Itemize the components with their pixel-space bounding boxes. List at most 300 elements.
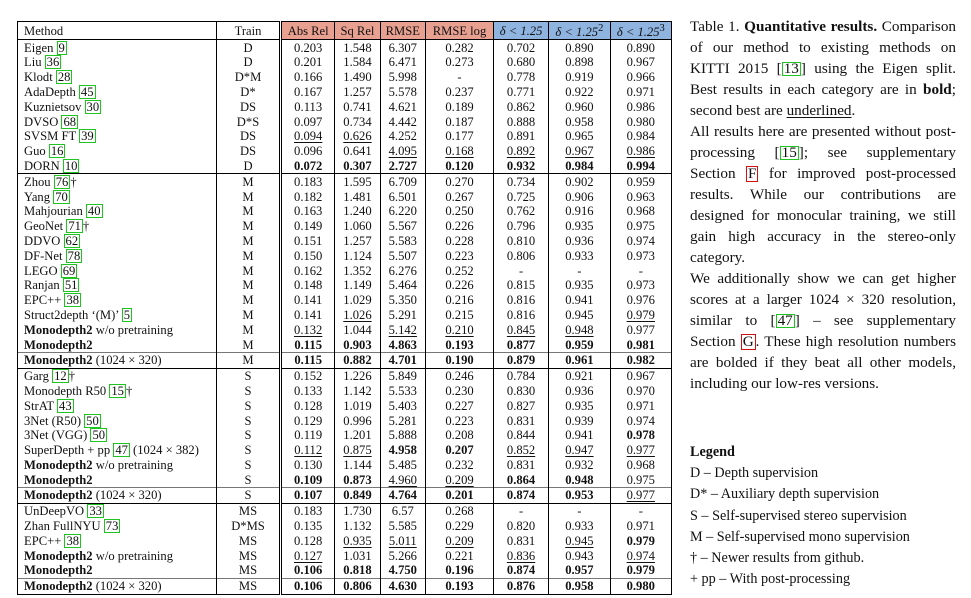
abs-rel-cell [281,308,335,323]
metric-value: 5.583 [388,233,417,248]
metric-value: 5.281 [388,413,417,428]
metric-value: 0.148 [294,278,323,293]
method-cell [18,413,217,428]
citation-link[interactable]: 38 [66,293,80,308]
delta-1-cell [493,578,548,594]
legend-item: + pp – With post-processing [690,571,851,588]
method-name: Klodt [24,70,53,85]
method-name: Yang [24,189,51,204]
metric-value: 0.187 [445,114,474,129]
citation-link[interactable]: 71 [68,219,81,234]
header-rmse: RMSE [380,22,426,40]
metric-value: 0.227 [445,398,474,413]
train-cell: S [217,443,281,458]
rmse-cell [380,204,426,219]
metric-value: 0.106 [294,563,323,578]
train-cell: DS [217,99,281,114]
rmse-log-cell [426,413,494,428]
metric-value: 5.507 [388,248,417,263]
abs-rel-cell [281,189,335,204]
header-delta-1 [493,22,548,40]
delta-2-cell [549,99,610,114]
train-cell: M [217,219,281,234]
metric-value: 0.906 [565,189,594,204]
citation-link[interactable]: 45 [80,84,94,99]
table-row [18,384,672,399]
delta-1-cell [493,129,548,144]
metric-value: 0.226 [445,278,474,293]
delta-2-cell [549,337,610,352]
delta-2-cell [549,55,610,70]
metric-value: - [577,263,582,278]
metric-value: 0.977 [626,322,655,337]
abs-rel-cell [281,99,335,114]
metric-value: 1.490 [343,70,372,85]
citation-link[interactable]: 50 [92,428,106,443]
train-cell: D*MS [217,519,281,534]
delta-2-cell [549,519,610,534]
metric-value: 5.266 [388,548,417,563]
method-name: Monodepth2 [24,563,93,578]
abs-rel-cell [281,204,335,219]
rmse-log-cell [426,308,494,323]
rmse-cell [380,398,426,413]
rmse-log-cell [426,55,494,70]
abs-rel-cell [281,129,335,144]
sq-rel-cell [335,129,380,144]
table-row [18,55,672,70]
delta-2-cell [549,263,610,278]
rmse-cell [380,458,426,473]
method-cell [18,548,217,563]
metric-value: 0.221 [445,548,474,563]
citation-link[interactable]: 50 [86,413,99,428]
citation-link[interactable]: 33 [89,504,102,519]
metric-value: 0.128 [294,533,323,548]
metric-value: 0.831 [506,457,536,472]
metric-value: 0.941 [565,428,594,443]
metric-value: 0.922 [565,84,594,99]
method-cell [18,248,217,263]
citation-link[interactable]: 62 [65,233,79,248]
caption-text: Comparison of our method to existing methods on KITTI 2015 [ [690,18,957,77]
citation-link[interactable]: 47 [777,312,793,329]
citation-link[interactable]: 16 [50,144,64,159]
rmse-log-cell [426,503,494,518]
rmse-cell [380,189,426,204]
method-cell [18,144,217,159]
metric-value: 4.621 [388,99,417,114]
header-delta-3 [610,22,671,40]
rmse-cell [380,159,426,174]
method-cell [18,533,217,548]
metric-value: 0.830 [506,383,536,398]
metric-value: 0.978 [626,428,655,443]
sq-rel-cell [335,368,380,383]
metric-value: 0.201 [294,55,323,70]
caption-paragraph-3 [690,268,956,394]
citation-link[interactable]: 13 [783,60,799,77]
delta-1-cell [493,488,548,504]
method-name: AdaDepth [24,84,76,99]
method-cell [18,398,217,413]
metric-value: 2.727 [388,158,417,173]
legend [690,442,960,590]
metric-value: 0.097 [294,114,323,129]
table-row [18,308,672,323]
delta-3-cell [610,234,671,249]
table-row [18,144,672,159]
method-cell [18,368,217,383]
metric-value: 0.890 [565,40,594,55]
citation-link[interactable]: 70 [55,189,68,204]
metric-value: 5.998 [388,70,417,85]
metric-value: 0.986 [626,99,655,114]
citation-link[interactable]: 73 [105,519,119,534]
abs-rel-cell [281,398,335,413]
citation-link[interactable]: 43 [59,398,72,413]
delta-2-cell [549,368,610,383]
method-cell [18,384,217,399]
method-variant: w/o pretraining [92,457,174,472]
caption-text: . [851,102,856,119]
table-row [18,40,672,55]
header-train: Train [217,22,281,40]
train-cell: S [217,428,281,443]
method-cell [18,458,217,473]
section-link[interactable]: G [742,333,754,350]
metric-value: 0.959 [626,174,655,189]
header-method: Method [18,22,217,40]
metric-value: 0.107 [294,488,323,503]
metric-value: 6.57 [391,504,414,519]
method-cell [18,159,217,174]
metric-value: 0.237 [445,84,474,99]
table-row [18,174,672,189]
metric-value: 0.270 [445,174,474,189]
method-variant: (1024 × 320) [92,488,162,503]
metric-value: 4.252 [388,129,417,144]
train-cell: MS [217,533,281,548]
metric-value: 0.975 [626,472,655,487]
method-cell [18,428,217,443]
delta-2-cell [549,204,610,219]
metric-value: 0.986 [626,144,655,159]
delta-3-cell [610,472,671,487]
sq-rel-cell [335,548,380,563]
delta-3-cell [610,322,671,337]
method-name: Struct2depth ‘(M)’ [24,307,119,322]
metric-value: 0.196 [445,563,474,578]
citation-link[interactable]: 36 [46,55,60,70]
metric-value: 6.501 [388,189,417,204]
delta-3-cell [610,428,671,443]
train-cell: D [217,40,281,55]
rmse-cell [380,40,426,55]
citation-link[interactable]: 40 [87,204,101,219]
delta-3-cell [610,503,671,518]
metric-value: - [577,504,582,519]
sq-rel-cell [335,458,380,473]
delta-3-cell [610,204,671,219]
metric-value: 0.936 [565,233,594,248]
method-name: GeoNet [24,219,64,234]
metric-value: 0.246 [445,369,474,384]
metric-value: 0.183 [294,174,323,189]
method-cell [18,578,217,594]
metric-value: 0.953 [565,488,594,503]
delta-1-cell [493,70,548,85]
rmse-log-cell [426,533,494,548]
metric-value: 0.680 [506,55,536,70]
train-cell: M [217,174,281,189]
metric-value: - [518,504,524,519]
rmse-log-cell [426,578,494,594]
rmse-cell [380,278,426,293]
metric-value: 0.941 [565,293,594,308]
delta-1-cell [493,503,548,518]
metric-value: 0.784 [506,369,536,384]
delta-3-cell [610,55,671,70]
sq-rel-cell [335,293,380,308]
delta-3-cell [610,384,671,399]
train-cell: MS [217,548,281,563]
method-name: Monodepth2 [24,472,93,487]
metric-value: 0.890 [626,40,655,55]
caption-text: for improved post-processed results. While our contributions are designed for monocular training, we still gain high accuracy in the stereo-only category. [690,165,956,266]
citation-link[interactable]: 15 [781,144,797,161]
section-link[interactable]: F [748,165,757,182]
table-row [18,413,672,428]
train-cell: M [217,234,281,249]
method-name: Zhou [24,174,51,189]
citation-link[interactable]: 12 [54,369,67,384]
method-name: Garg [24,369,49,384]
rmse-log-cell [426,368,494,383]
method-name: DORN [24,158,60,173]
sq-rel-cell [335,519,380,534]
train-cell: M [217,293,281,308]
sq-rel-cell [335,263,380,278]
metric-value: 5.142 [388,322,417,337]
rmse-cell [380,322,426,337]
citation-link[interactable]: 38 [66,533,80,548]
metric-value: 0.973 [626,248,655,263]
metric-value: 0.979 [626,307,655,322]
train-cell: DS [217,129,281,144]
metric-value: 5.585 [388,519,417,534]
metric-value: 5.567 [388,219,417,234]
citation-link[interactable]: 68 [63,114,77,129]
method-cell [18,85,217,100]
metric-value: 0.189 [445,99,474,114]
caption-text: ; second best are [690,81,956,119]
train-cell: M [217,308,281,323]
method-cell [18,40,217,55]
delta-1-cell [493,368,548,383]
metric-value: 0.844 [506,428,536,443]
citation-link[interactable]: 10 [64,158,78,173]
method-variant: w/o pretraining [92,548,174,563]
rmse-cell [380,503,426,518]
metric-value: 0.916 [565,204,594,219]
sq-rel-cell [335,85,380,100]
sq-rel-cell [335,219,380,234]
method-resolution: (1024 × 382) [129,443,199,458]
method-name: DDVO [24,233,61,248]
citation-link[interactable]: 69 [62,263,76,278]
sq-rel-cell [335,234,380,249]
metric-value: 5.464 [388,278,417,293]
delta-1-cell [493,458,548,473]
rmse-cell [380,263,426,278]
metric-value: 0.203 [294,40,323,55]
delta-3-cell [610,159,671,174]
train-cell: S [217,368,281,383]
metric-value: 0.182 [294,189,323,204]
citation-link[interactable]: 9 [58,40,65,55]
sq-rel-cell [335,443,380,458]
abs-rel-cell [281,443,335,458]
citation-link[interactable]: 76 [55,174,69,189]
metric-value: 0.815 [506,278,536,293]
train-cell: M [217,248,281,263]
metric-value: 5.350 [388,293,417,308]
metric-value: 0.208 [445,428,474,443]
table-row [18,533,672,548]
abs-rel-cell [281,548,335,563]
legend-title: Legend [690,444,735,460]
metric-value: 0.919 [565,70,594,85]
metric-value: 0.968 [626,204,655,219]
metric-value: 6.709 [388,174,417,189]
legend-item: D* – Auxiliary depth supervision [690,486,880,503]
sq-rel-cell [335,384,380,399]
delta-2-cell [549,428,610,443]
abs-rel-cell [281,368,335,383]
rmse-cell [380,428,426,443]
method-name: Monodepth2 [24,579,93,594]
sq-rel-cell [335,472,380,487]
metric-value: 0.282 [445,40,474,55]
abs-rel-cell [281,40,335,55]
metric-value: 0.888 [506,114,536,129]
metric-value: 0.935 [565,278,594,293]
metric-value: 5.578 [388,84,417,99]
citation-link[interactable]: 39 [81,129,94,144]
rmse-cell [380,548,426,563]
method-name: Liu [24,55,42,70]
citation-link[interactable]: 15 [111,383,124,398]
metric-value: 0.120 [445,158,474,173]
sq-rel-cell [335,578,380,594]
metric-value: 1.257 [343,84,372,99]
rmse-cell [380,488,426,504]
abs-rel-cell [281,248,335,263]
train-cell: S [217,413,281,428]
metric-value: 1.257 [343,233,372,248]
metric-value: 0.979 [626,563,655,578]
header-rmse-log: RMSE log [426,22,494,40]
method-cell [18,70,217,85]
method-cell [18,337,217,352]
metric-value: 0.734 [506,174,536,189]
citation-link[interactable]: 51 [64,278,78,293]
delta-1-cell [493,413,548,428]
metric-value: 0.967 [626,55,655,70]
delta-3-cell [610,278,671,293]
rmse-log-cell [426,40,494,55]
citation-link[interactable]: 28 [57,70,71,85]
abs-rel-cell [281,234,335,249]
metric-value: 1.149 [343,278,372,293]
table-row [18,278,672,293]
method-cell [18,278,217,293]
train-cell: S [217,472,281,487]
citation-link[interactable]: 78 [67,248,81,263]
train-cell: S [217,458,281,473]
metric-value: 0.958 [565,114,594,129]
delta-1-cell [493,337,548,352]
metric-value: 5.291 [388,307,417,322]
citation-link[interactable]: 47 [115,443,128,458]
metric-value: 0.982 [626,353,655,368]
metric-value: 0.966 [626,70,655,85]
rmse-log-cell [426,159,494,174]
rmse-log-cell [426,85,494,100]
rmse-log-cell [426,70,494,85]
metric-value: 0.958 [565,579,594,594]
table-row [18,337,672,352]
train-cell: MS [217,563,281,578]
rmse-log-cell [426,114,494,129]
citation-link[interactable]: 5 [123,307,130,322]
sq-rel-cell [335,352,380,368]
metric-value: 5.849 [388,369,417,384]
metric-value: 0.831 [506,413,536,428]
train-cell: D [217,55,281,70]
metric-value: 1.352 [343,263,372,278]
metric-value: 1.201 [343,428,372,443]
method-name: 3Net (R50) [24,413,82,428]
method-name: Zhan FullNYU [24,519,101,534]
rmse-log-cell [426,293,494,308]
rmse-log-cell [426,519,494,534]
method-cell [18,503,217,518]
rmse-cell [380,174,426,189]
metric-value: 0.816 [506,307,536,322]
table-caption [690,16,956,394]
metric-value: 0.230 [445,383,474,398]
metric-value: 0.921 [565,369,594,384]
train-cell: S [217,384,281,399]
header-delta-2-exponent: 2 [598,23,604,34]
citation-link[interactable]: 30 [86,99,100,114]
rmse-log-cell [426,322,494,337]
rmse-cell [380,413,426,428]
abs-rel-cell [281,578,335,594]
header-delta-1-label: δ < 1.25 [499,23,543,38]
metric-value: 0.177 [445,129,474,144]
metric-value: 0.975 [626,219,655,234]
metric-value: 0.113 [294,99,323,114]
delta-2-cell [549,308,610,323]
metric-value: 0.933 [565,519,594,534]
metric-value: 0.151 [294,233,323,248]
rmse-cell [380,85,426,100]
rmse-cell [380,234,426,249]
table-row [18,234,672,249]
